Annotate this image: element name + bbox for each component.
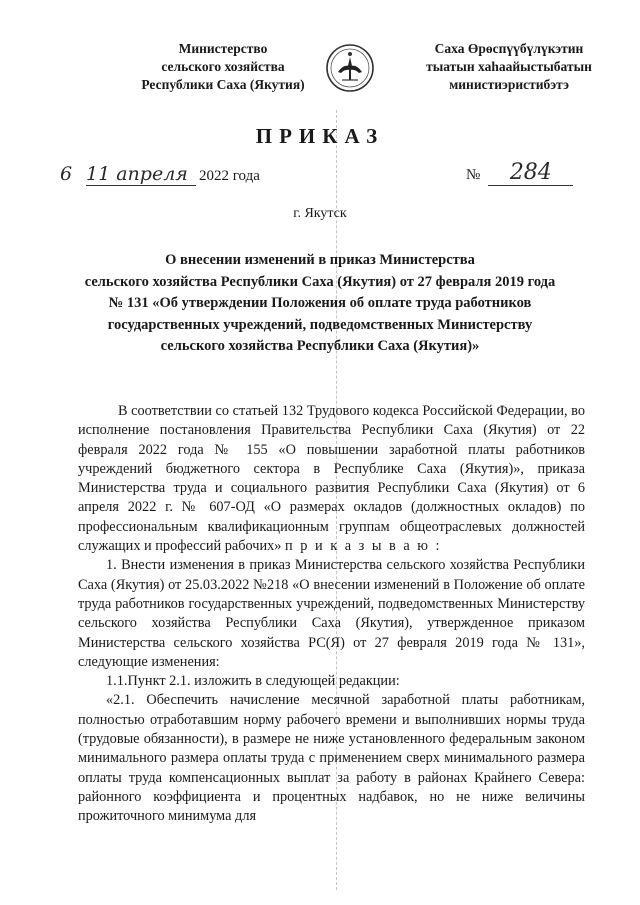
ministry-name-line: Республики Саха (Якутия) <box>141 77 305 92</box>
document-title: ПРИКАЗ <box>255 124 385 148</box>
ministry-name-line: сельского хозяйства <box>161 59 285 74</box>
date-month-handwritten: 11 апреля <box>86 163 196 186</box>
subject-line: сельского хозяйства Республики Саха (Якутия) от 27 февраля 2019 года <box>84 273 556 290</box>
subject-line: О внесении изменений в приказ Министерства <box>165 252 475 268</box>
date-day-handwritten: 6 <box>60 163 73 185</box>
clause-1-1-paragraph: 1.1.Пункт 2.1. изложить в следующей редакции: <box>106 673 400 690</box>
city-of-issue: г. Якутск <box>293 206 347 221</box>
ministry-name-line: Саха Өрөспүүбүлүкэтин <box>434 41 584 56</box>
subject-line: № 131 «Об утверждении Положения об оплате труда работников <box>108 295 532 311</box>
preamble-text: В соответствии со статьей 132 Трудового кодекса Российской Федерации, во исполнение постановления Правительства Республики Саха (Якутия) от 22 февраля 2022 года № 155 «О повышении заработной платы работников учреждений бюджетного сектора в Республике Саха (Якутия)», приказа Министерства труда и социального развития Республики Саха (Якутия) от 6 апреля 2022 г. № 607-ОД «О размерах окладов (должностных окладов) по профессиональным квалификационным группам общеотраслевых должностей служащих и профессий рабочих» <box>78 403 585 555</box>
preamble-paragraph <box>78 402 585 556</box>
order-date <box>60 163 260 186</box>
directive-word: п р и к а з ы в а ю : <box>285 538 442 555</box>
order-subject <box>80 250 560 358</box>
order-number <box>466 160 573 186</box>
ministry-name-line: Министерство <box>178 41 268 56</box>
date-year: 2022 года <box>199 168 260 184</box>
subject-line: сельского хозяйства Республики Саха (Якутия)» <box>160 338 480 354</box>
number-handwritten: 284 <box>488 160 573 186</box>
ministry-name-russian <box>118 40 328 94</box>
coat-of-arms-emblem-icon <box>325 42 375 94</box>
number-prefix: № <box>466 167 481 183</box>
subject-line: государственных учреждений, подведомственных Министерству <box>107 316 533 333</box>
ministry-name-line: тыатын хаһаайыстыбатын <box>426 59 592 74</box>
clause-2-1-paragraph: «2.1. Обеспечить начисление месячной заработной платы работникам, полностью отработавшим норму рабочего времени и выполнивших нормы труда (трудовые обязанности), в размере не ниже установленного федеральным законом минимального размера оплаты труда с применением сверх минимального размера оплаты труда компенсационных выплат за работу в районах Крайнего Севера: районного коэффициента и процентных надбавок, но не ниже величины прожиточного минимума для <box>78 692 585 825</box>
ministry-name-yakut <box>404 40 614 94</box>
ministry-name-line: министиэристибэтэ <box>449 77 569 92</box>
clause-1-paragraph: 1. Внести изменения в приказ Министерства сельского хозяйства Республики Саха (Якутия) от 25.03.2022 №218 «О внесении изменений в Положение об оплате труда работников государственных учреждений, подведомственных Министерству сельского хозяйства Республики Саха (Якутия), утвержденное приказом Министерства сельского хозяйства РС(Я) от 27 февраля 2019 года № 131», следующие изменения: <box>78 557 585 670</box>
order-body <box>78 402 585 827</box>
